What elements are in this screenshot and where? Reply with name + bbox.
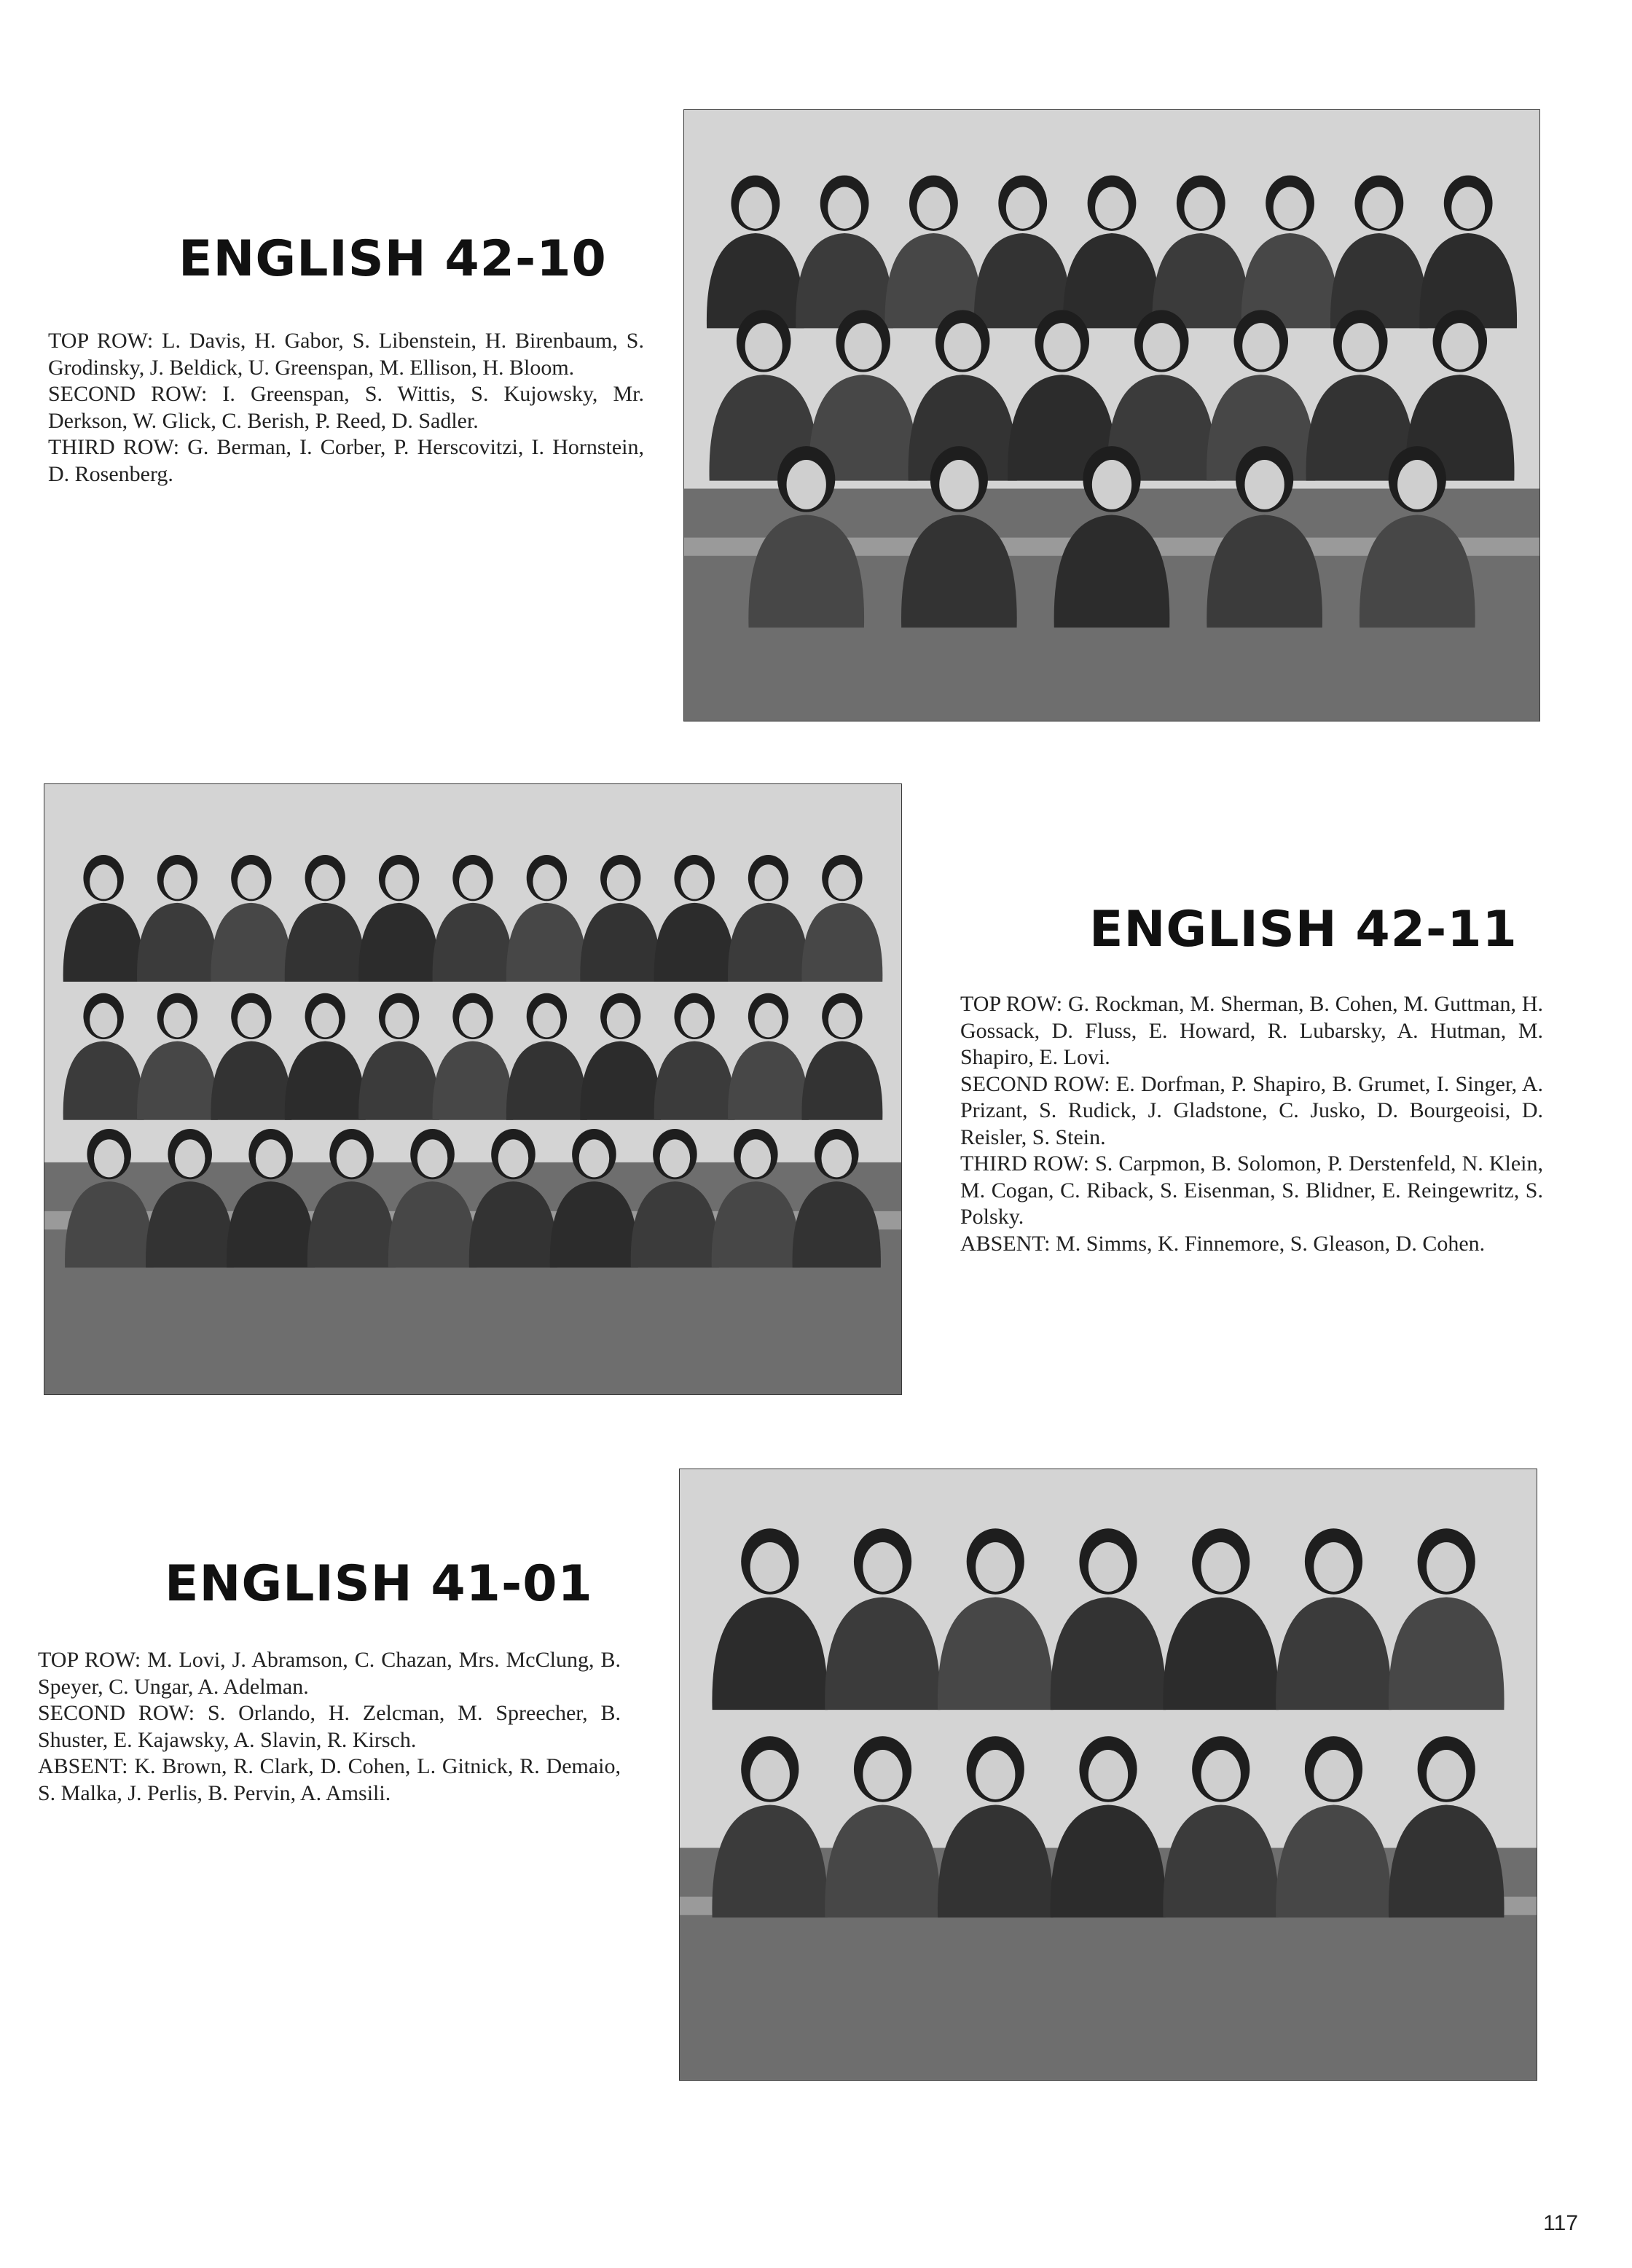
caption-row (960, 991, 1543, 1071)
row-label: TOP ROW: (38, 1648, 141, 1672)
row-label: SECOND ROW: (48, 382, 208, 406)
person-face (459, 864, 487, 899)
person-face (741, 1139, 772, 1177)
person-face (1006, 187, 1040, 228)
section-caption (38, 1647, 621, 1807)
caption-row (960, 1071, 1543, 1151)
person-face (1092, 460, 1131, 509)
caption-row (38, 1647, 621, 1700)
person-face (944, 323, 981, 369)
person-face (1088, 1542, 1128, 1592)
row-names: K. Brown, R. Clark, D. Cohen, L. Gitnick, R. Demaio, S. Malka, J. Perlis, B. Pervin, A. Amsili. (38, 1754, 621, 1805)
person-face (1201, 1750, 1241, 1799)
row-names: S. Carpmon, B. Solomon, P. Derstenfeld, N. Klein, M. Cogan, C. Riback, S. Eisenman, S. Blidner, E. Reingewritz, S. Polsky. (960, 1151, 1544, 1229)
row-names: E. Dorfman, P. Shapiro, B. Grumet, I. Singer, A. Prizant, S. Rudick, J. Gladstone, C. Jusko, D. Bourgeoisi, D. Reisler, S. Stein. (960, 1071, 1543, 1149)
row-label: TOP ROW: (48, 329, 154, 353)
person-face (660, 1139, 691, 1177)
row-label: THIRD ROW: (960, 1151, 1089, 1176)
caption-row (38, 1753, 621, 1807)
caption-row (48, 434, 644, 488)
person-face (238, 1003, 265, 1037)
person-face (385, 864, 413, 899)
person-face (533, 864, 560, 899)
person-face (417, 1139, 448, 1177)
person-face (976, 1750, 1015, 1799)
row-names: M. Lovi, J. Abramson, C. Chazan, Mrs. McClung, B. Speyer, C. Ungar, A. Adelman. (38, 1648, 621, 1699)
person-face (680, 1003, 708, 1037)
person-face (680, 864, 708, 899)
person-face (256, 1139, 286, 1177)
person-face (1362, 187, 1396, 228)
person-face (787, 460, 826, 509)
row-names: S. Orlando, H. Zelcman, M. Spreecher, B. Shuster, E. Kajawsky, A. Slavin, R. Kirsch. (38, 1701, 621, 1752)
row-names: G. Rockman, M. Sherman, B. Cohen, M. Guttman, H. Gossack, D. Fluss, E. Howard, R. Lubarsky, A. Hutman, M. Shapiro, E. Lovi. (960, 992, 1544, 1069)
person-face (94, 1139, 125, 1177)
person-face (498, 1139, 529, 1177)
photo-illustration (44, 784, 901, 1394)
caption-row (960, 1151, 1543, 1231)
class-photo (679, 1469, 1537, 2081)
person-face (745, 323, 782, 369)
person-face (976, 1542, 1015, 1592)
person-face (1242, 323, 1279, 369)
row-names: G. Berman, I. Corber, P. Herscovitzi, I. Hornstein, D. Rosenberg. (48, 435, 645, 486)
person-face (828, 187, 861, 228)
row-names: L. Davis, H. Gabor, S. Libenstein, H. Birenbaum, S. Grodinsky, J. Beldick, U. Greenspan, M. Ellison, H. Bloom. (48, 329, 644, 380)
person-face (533, 1003, 560, 1037)
person-face (1451, 187, 1485, 228)
person-face (579, 1139, 610, 1177)
person-face (828, 864, 856, 899)
caption-row (48, 381, 644, 434)
person-face (750, 1542, 790, 1592)
person-face (1314, 1750, 1353, 1799)
person-face (1088, 1750, 1128, 1799)
person-face (1095, 187, 1129, 228)
person-face (175, 1139, 205, 1177)
person-face (750, 1750, 790, 1799)
row-label: THIRD ROW: (48, 435, 180, 459)
person-face (238, 864, 265, 899)
person-face (863, 1542, 902, 1592)
row-label: TOP ROW: (960, 992, 1063, 1016)
section-title: ENGLISH 41-01 (165, 1555, 593, 1613)
class-photo (44, 783, 902, 1395)
person-face (755, 864, 782, 899)
caption-row (960, 1231, 1543, 1258)
photo-illustration (684, 110, 1539, 721)
person-face (607, 864, 635, 899)
row-names: M. Simms, K. Finnemore, S. Gleason, D. Cohen. (1056, 1231, 1486, 1256)
person-face (1143, 323, 1180, 369)
person-face (311, 1003, 339, 1037)
section-title: ENGLISH 42-11 (1089, 901, 1518, 958)
person-face (1043, 323, 1080, 369)
row-label: ABSENT: (960, 1231, 1051, 1256)
row-label: SECOND ROW: (38, 1701, 195, 1725)
row-label: ABSENT: (38, 1754, 128, 1778)
person-face (90, 1003, 117, 1037)
person-face (844, 323, 882, 369)
photo-illustration (680, 1469, 1537, 2080)
person-face (821, 1139, 852, 1177)
person-face (1441, 323, 1478, 369)
person-face (1314, 1542, 1353, 1592)
person-face (1244, 460, 1284, 509)
person-face (311, 864, 339, 899)
person-face (607, 1003, 635, 1037)
person-face (1201, 1542, 1241, 1592)
person-face (939, 460, 978, 509)
person-face (385, 1003, 413, 1037)
person-face (1397, 460, 1437, 509)
person-face (1342, 323, 1379, 369)
caption-row (48, 328, 644, 381)
caption-row (38, 1700, 621, 1753)
person-face (164, 1003, 192, 1037)
person-face (755, 1003, 782, 1037)
person-face (459, 1003, 487, 1037)
class-photo (683, 109, 1540, 722)
person-face (90, 864, 117, 899)
section-caption (960, 991, 1543, 1257)
person-face (1184, 187, 1217, 228)
row-names: I. Greenspan, S. Wittis, S. Kujowsky, Mr. Derkson, W. Glick, C. Berish, P. Reed, D. Sadler. (48, 382, 645, 433)
person-face (1274, 187, 1307, 228)
section-caption (48, 328, 644, 488)
person-face (863, 1750, 902, 1799)
row-label: SECOND ROW: (960, 1071, 1110, 1096)
person-face (1427, 1542, 1466, 1592)
person-face (164, 864, 192, 899)
person-face (337, 1139, 367, 1177)
person-face (1427, 1750, 1466, 1799)
person-face (739, 187, 772, 228)
person-face (828, 1003, 856, 1037)
page-number: 117 (1543, 2211, 1578, 2235)
person-face (917, 187, 951, 228)
section-title: ENGLISH 42-10 (178, 230, 607, 288)
